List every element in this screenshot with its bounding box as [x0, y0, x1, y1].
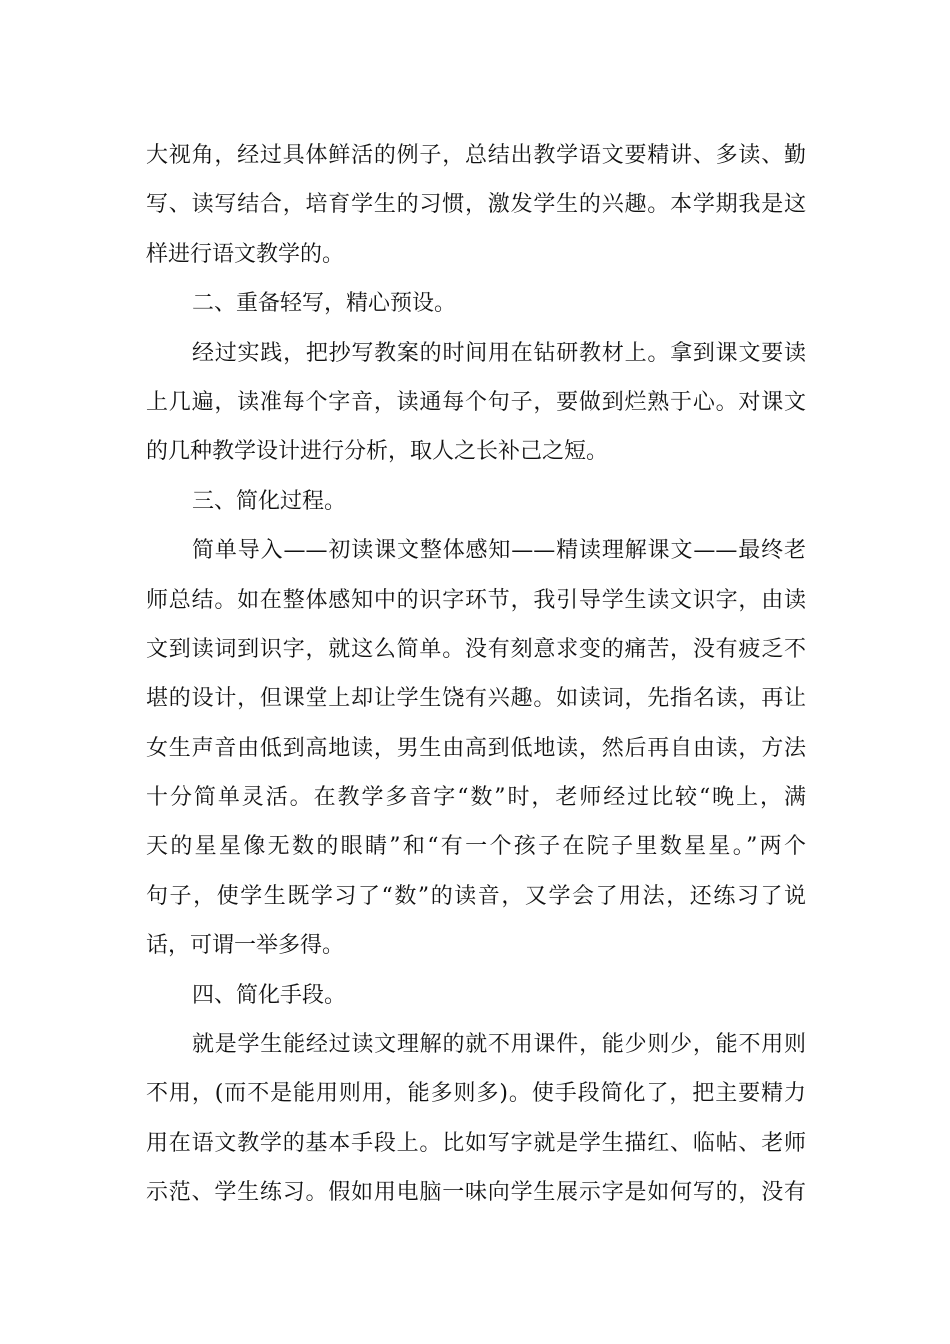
paragraph-line: 不用，(而不是能用则用，能多则多)。使手段简化了，把主要精力 [146, 1081, 806, 1107]
paragraph-line: 文到读词到识字，就这么简单。没有刻意求变的痛苦，没有疲乏不 [146, 636, 806, 662]
paragraph-line: 十分简单灵活。在教学多音字“数”时，老师经过比较“晚上，满 [146, 785, 806, 811]
paragraph-line: 师总结。如在整体感知中的识字环节，我引导学生读文识字，由读 [146, 587, 806, 613]
paragraph-line: 的几种教学设计进行分析，取人之长补己之短。 [146, 439, 609, 465]
paragraph-line: 写、读写结合，培育学生的习惯，激发学生的兴趣。本学期我是这 [146, 192, 806, 218]
section-heading: 三、简化过程。 [192, 488, 347, 514]
paragraph-line: 天的星星像无数的眼睛”和“有一个孩子在院子里数星星。”两个 [146, 834, 806, 860]
paragraph-line: 大视角，经过具体鲜活的例子，总结出教学语文要精讲、多读、勤 [146, 143, 806, 168]
paragraph-line: 女生声音由低到高地读，男生由高到低地读，然后再自由读，方法 [146, 735, 806, 761]
section-heading: 四、简化手段。 [192, 982, 347, 1008]
paragraph-line: 就是学生能经过读文理解的就不用课件，能少则少，能不用则 [192, 1032, 806, 1058]
paragraph-line: 示范、学生练习。假如用电脑一味向学生展示字是如何写的，没有 [146, 1180, 806, 1206]
paragraph-line: 样进行语文教学的。 [146, 241, 345, 267]
paragraph-line: 经过实践，把抄写教案的时间用在钻研教材上。拿到课文要读 [192, 340, 806, 366]
paragraph-line: 简单导入——初读课文整体感知——精读理解课文——最终老 [192, 538, 806, 564]
paragraph-line: 话，可谓一举多得。 [146, 933, 345, 959]
paragraph-line: 句子，使学生既学习了“数”的读音，又学会了用法，还练习了说 [146, 883, 806, 909]
paragraph-line: 用在语文教学的基本手段上。比如写字就是学生描红、临帖、老师 [146, 1130, 806, 1156]
paragraph-line: 堪的设计，但课堂上却让学生饶有兴趣。如读词，先指名读，再让 [146, 686, 806, 712]
document-body [146, 131, 806, 1218]
section-heading: 二、重备轻写，精心预设。 [192, 291, 457, 317]
paragraph-line: 上几遍，读准每个字音，读通每个句子，要做到烂熟于心。对课文 [146, 389, 806, 415]
